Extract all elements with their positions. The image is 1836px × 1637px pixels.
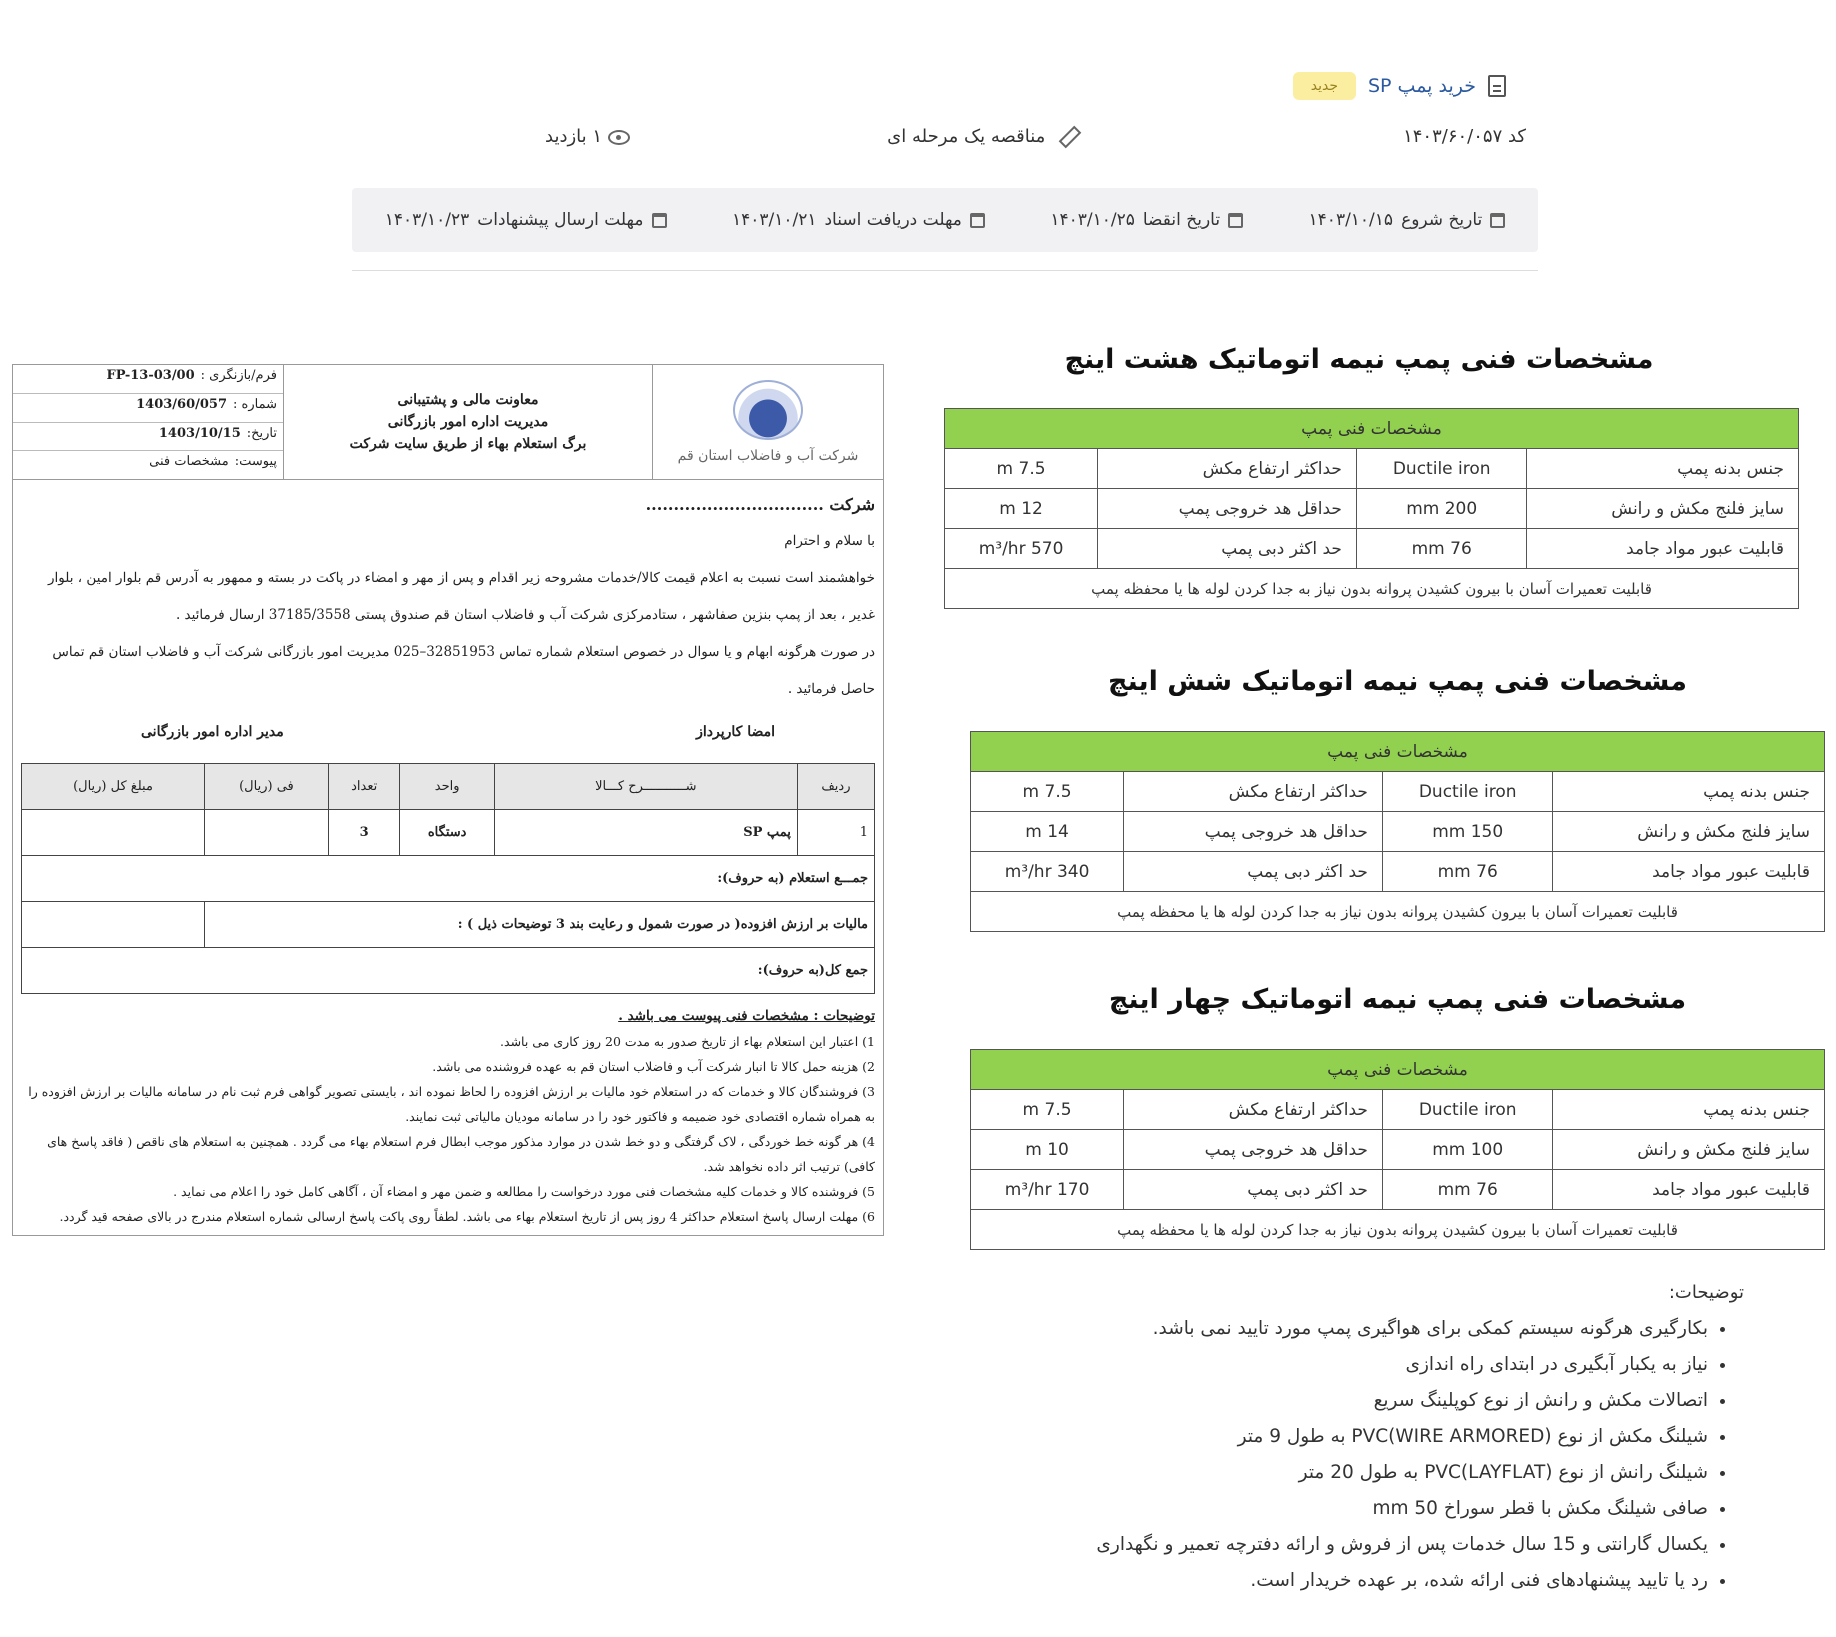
greeting: با سلام و احترام [784,533,875,549]
list-item: • نیاز به یکبار آبگیری در ابتدای راه اندازی [904,1347,1708,1383]
total-row [22,856,875,902]
eye-icon [608,130,630,145]
form-body [13,480,883,1000]
spec-label: سایز فلنج مکش و رانش [1553,1130,1825,1170]
spec-note: قابلیت تعمیرات آسان با بیرون کشیدن پروانه بدون نیاز به جدا کردن لوله ها یا محفظه پمپ [945,569,1799,609]
start-date [1309,210,1506,230]
meta-label: شماره : [233,396,277,412]
date-label: مهلت دریافت اسناد [824,210,962,230]
heading-line: برگ استعلام بهاء از طریق سایت شرکت [349,436,587,452]
note-item: 6) مهلت ارسال پاسخ استعلام حداکثر 4 روز پس از تاریخ استعلام بهاء می باشد. لطفاً روی پاکت پاسخ ارسالی شماره استعلام مندرج در بالای صفحه قید گردد. [59,1209,875,1224]
meta-label: تاریخ: [246,425,277,441]
tender-type [887,126,1081,147]
spec-value: 100 mm [1382,1130,1553,1170]
table-row [971,812,1825,852]
col-header: فی (ریال) [205,764,329,810]
table-row [971,772,1825,812]
spec-value: 200 mm [1356,489,1527,529]
form-meta-row [13,451,283,479]
code-label: کد [1507,126,1526,147]
list-item: • رد یا تایید پیشنهادهای فنی ارائه شده، بر عهده خریدار است. [904,1563,1708,1599]
spec-title-6inch: مشخصات فنی پمپ نیمه اتوماتیک شش اینچ [1108,666,1687,697]
spec-label: حد اکثر دبی پمپ [1124,852,1383,892]
note-item: 2) هزینه حمل کالا تا انبار شرکت آب و فاضلاب استان قم به عهده فروشنده می باشد. [432,1059,875,1074]
date-value: ۱۴۰۳/۱۰/۲۵ [1050,210,1135,230]
contact-paragraph: در صورت هرگونه ابهام و یا سوال در خصوص استعلام شماره تماس 32851953–025 مدیریت امور بازرگانی شرکت آب و فاضلاب استان قم تماس حاصل فرمائید . [52,644,875,697]
spec-value: Ductile iron [1356,449,1527,489]
spec-value: 10 m [971,1130,1124,1170]
meta-label: فرم/بازنگری : [200,368,277,383]
spec-value: 150 mm [1382,812,1553,852]
table-row [945,489,1799,529]
vat-row [22,902,875,948]
spec-label: جنس بدنه پمپ [1527,449,1799,489]
proposal-deadline [385,210,667,230]
spec-label: حداکثر ارتفاع مکش [1124,772,1383,812]
spec-table-8inch [944,408,1799,609]
form-header [13,365,883,480]
form-heading [283,365,652,479]
calendar-icon [652,213,667,228]
spec-value: 76 mm [1356,529,1527,569]
spec-label: حداقل هد خروجی پمپ [1124,1130,1383,1170]
spec-value: 14 m [971,812,1124,852]
list-item: • شیلنگ رانش از نوع PVC(LAYFLAT) به طول 20 متر [904,1455,1708,1491]
spec-value: 170 m³/hr [971,1170,1124,1210]
meta-label: پیوست: [234,454,277,470]
tender-title-row [1293,72,1506,100]
table-row [971,1130,1825,1170]
spec-label: حداقل هد خروجی پمپ [1098,489,1357,529]
spec-label: حد اکثر دبی پمپ [1124,1170,1383,1210]
col-header: تعداد [328,764,400,810]
col-header: ردیف [797,764,874,810]
notes-title: توضیحات : مشخصات فنی پیوست می باشد . [618,1008,875,1024]
spec-title-8inch: مشخصات فنی پمپ نیمه اتوماتیک هشت اینچ [1064,344,1654,375]
spec-value: 76 mm [1382,852,1553,892]
meta-value: FP-13-03/00 [106,368,195,383]
spec-value: Ductile iron [1382,1090,1553,1130]
water-company-logo [733,380,803,440]
date-label: مهلت ارسال پیشنهادات [477,210,644,230]
meta-value: مشخصات فنی [149,454,229,470]
table-row [971,852,1825,892]
calendar-icon [1490,213,1505,228]
grand-total-label: جمع کل(به حروف): [22,948,875,994]
date-value: ۱۴۰۳/۱۰/۲۱ [731,210,817,230]
date-label: تاریخ شروع [1401,210,1483,230]
spec-table-header: مشخصات فنی پمپ [945,409,1799,449]
vat-value [22,902,205,948]
meta-value: 1403/10/15 [158,425,241,441]
table-row [971,1090,1825,1130]
spec-value: 340 m³/hr [971,852,1124,892]
cell: دستگاه [400,810,494,856]
form-meta-row [13,365,283,394]
document-deadline [732,210,985,230]
spec-table-4inch [970,1049,1825,1250]
spec-note: قابلیت تعمیرات آسان با بیرون کشیدن پروانه بدون نیاز به جدا کردن لوله ها یا محفظه پمپ [971,892,1825,932]
spec-value: 7.5 m [971,1090,1124,1130]
spec-value: 12 m [945,489,1098,529]
date-label: تاریخ انقضا [1142,210,1221,230]
list-item: • شیلنگ مکش از نوع PVC(WIRE ARMORED) به طول 9 متر [904,1419,1708,1455]
form-meta [13,365,283,479]
tender-type-label: مناقصه یک مرحله ای [887,126,1046,147]
manager-signature: مدیر اداره امور بازرگانی [141,724,284,740]
org-name: شرکت آب و فاضلاب استان قم [677,448,859,464]
cell [22,810,205,856]
calendar-icon [970,213,985,228]
form-notes [13,1000,883,1233]
document-icon [1488,75,1506,97]
spec-label: جنس بدنه پمپ [1553,1090,1825,1130]
description-section [904,1282,1744,1599]
inquiry-form-document [12,364,884,1236]
note-item: 1) اعتبار این استعلام بهاء از تاریخ صدور به مدت 20 روز کاری می باشد. [500,1034,875,1049]
expiry-date [1050,210,1243,230]
items-table [21,763,875,994]
calendar-icon [1228,213,1243,228]
spec-note: قابلیت تعمیرات آسان با بیرون کشیدن پروانه بدون نیاز به جدا کردن لوله ها یا محفظه پمپ [971,1210,1825,1250]
spec-label: حداقل هد خروجی پمپ [1124,812,1383,852]
spec-value: 76 mm [1382,1170,1553,1210]
spec-value: 570 m³/hr [945,529,1098,569]
col-header: شـــــــــــرح کـــالا [494,764,797,810]
spec-label: حداکثر ارتفاع مکش [1098,449,1357,489]
total-label: جمـــع استعلام (به حروف): [22,856,875,902]
spec-label: حداکثر ارتفاع مکش [1124,1090,1383,1130]
cell: پمپ SP [494,810,797,856]
spec-value: Ductile iron [1382,772,1553,812]
list-item: • اتصالات مکش و رانش از نوع کوپلینگ سریع [904,1383,1708,1419]
spec-label: سایز فلنج مکش و رانش [1527,489,1799,529]
note-item: 3) فروشندگان کالا و خدمات که در استعلام خود مالیات بر ارزش افزوده را لحاظ نموده اند ، بایستی تصویر گواهی فرم ثبت نام در سامانه مالیات بر ارزش افزوده را به همراه شماره اقتصادی خود ضمیمه و فاکتور خود را در سامانه مودیان مالیاتی ثبت نمایند. [28,1084,875,1124]
spec-table-header: مشخصات فنی پمپ [971,1050,1825,1090]
code-value: ۱۴۰۳/۶۰/۰۵۷ [1403,126,1503,147]
spec-table-6inch [970,731,1825,932]
tender-title[interactable]: خرید پمپ SP [1367,75,1476,97]
dates-bar [352,188,1538,252]
spec-title-4inch: مشخصات فنی پمپ نیمه اتوماتیک چهار اینچ [1108,984,1687,1015]
cell [205,810,329,856]
table-row [945,449,1799,489]
divider [352,270,1538,271]
cell: 3 [328,810,400,856]
company-line: شرکت ................................ [645,495,875,514]
date-value: ۱۴۰۳/۱۰/۱۵ [1308,210,1394,230]
cell: 1 [797,810,874,856]
spec-label: قابلیت عبور مواد جامد [1527,529,1799,569]
spec-label: قابلیت عبور مواد جامد [1553,1170,1825,1210]
new-badge: جدید [1293,72,1356,100]
grand-total-row [22,948,875,994]
buyer-signature: امضا کارپرداز [696,724,775,740]
vat-label: مالیات بر ارزش افزوده( در صورت شمول و رعایت بند 3 توضیحات ذیل ) : [205,902,875,948]
note-item: 4) هر گونه خط خوردگی ، لاک گرفتگی و دو خط شدن در موارد مذکور موجب ابطال فرم استعلام بهاء می گردد . همچنین به استعلام های ناقص ( فاقد پاسخ های کافی) ترتیب اثر داده نخواهد شد. [47,1134,875,1174]
description-title: توضیحات: [1668,1282,1744,1303]
form-meta-row [13,423,283,452]
list-item: • یکسال گارانتی و 15 سال خدمات پس از فروش و ارائه دفترچه تعمیر و نگهداری [904,1527,1708,1563]
meta-value: 1403/60/057 [136,396,228,412]
visit-count-label: ۱ بازدید [545,126,603,147]
list-item: • صافی شیلنگ مکش با قطر سوراخ 50 mm [904,1491,1708,1527]
org-logo-cell [652,365,883,479]
table-row [945,529,1799,569]
spec-label: سایز فلنج مکش و رانش [1553,812,1825,852]
table-header-row [22,764,875,810]
heading-line: مدیریت اداره امور بازرگانی [387,414,549,430]
signatures [21,714,875,751]
col-header: واحد [400,764,494,810]
heading-line: معاونت مالی و پشتیبانی [397,392,539,408]
spec-value: 7.5 m [971,772,1124,812]
spec-label: جنس بدنه پمپ [1553,772,1825,812]
col-header: مبلغ کل (ریال) [22,764,205,810]
table-row [22,810,875,856]
form-meta-row [13,394,283,423]
list-item: • بکارگیری هرگونه سیستم کمکی برای هواگیری پمپ مورد تایید نمی باشد. [904,1311,1708,1347]
description-list [904,1311,1744,1599]
note-item: 5) فروشنده کالا و خدمات کلیه مشخصات فنی مورد درخواست را مطالعه و ضمن مهر و امضاء آن ، آگاهی کامل خود را اعلام می نماید . [173,1184,875,1199]
visit-count [545,126,630,147]
spec-label: قابلیت عبور مواد جامد [1553,852,1825,892]
spec-value: 7.5 m [945,449,1098,489]
spec-label: حد اکثر دبی پمپ [1098,529,1357,569]
table-row [971,1170,1825,1210]
spec-table-header: مشخصات فنی پمپ [971,732,1825,772]
date-value: ۱۴۰۳/۱۰/۲۳ [384,210,470,230]
request-paragraph: خواهشمند است نسبت به اعلام قیمت کالا/خدمات مشروحه زیر اقدام و پس از مهر و امضاء در پاکت در بسته و ممهور به آدرس قم بلوار امین ، بلوار غدیر ، بعد از پمپ بنزین صفاشهر ، ستادمرکزی شرکت آب و فاضلاب استان قم صندوق پستی 37185/3558 ارسال فرمائید . [48,570,875,623]
tender-code [1403,126,1526,147]
gavel-icon [1059,126,1082,149]
